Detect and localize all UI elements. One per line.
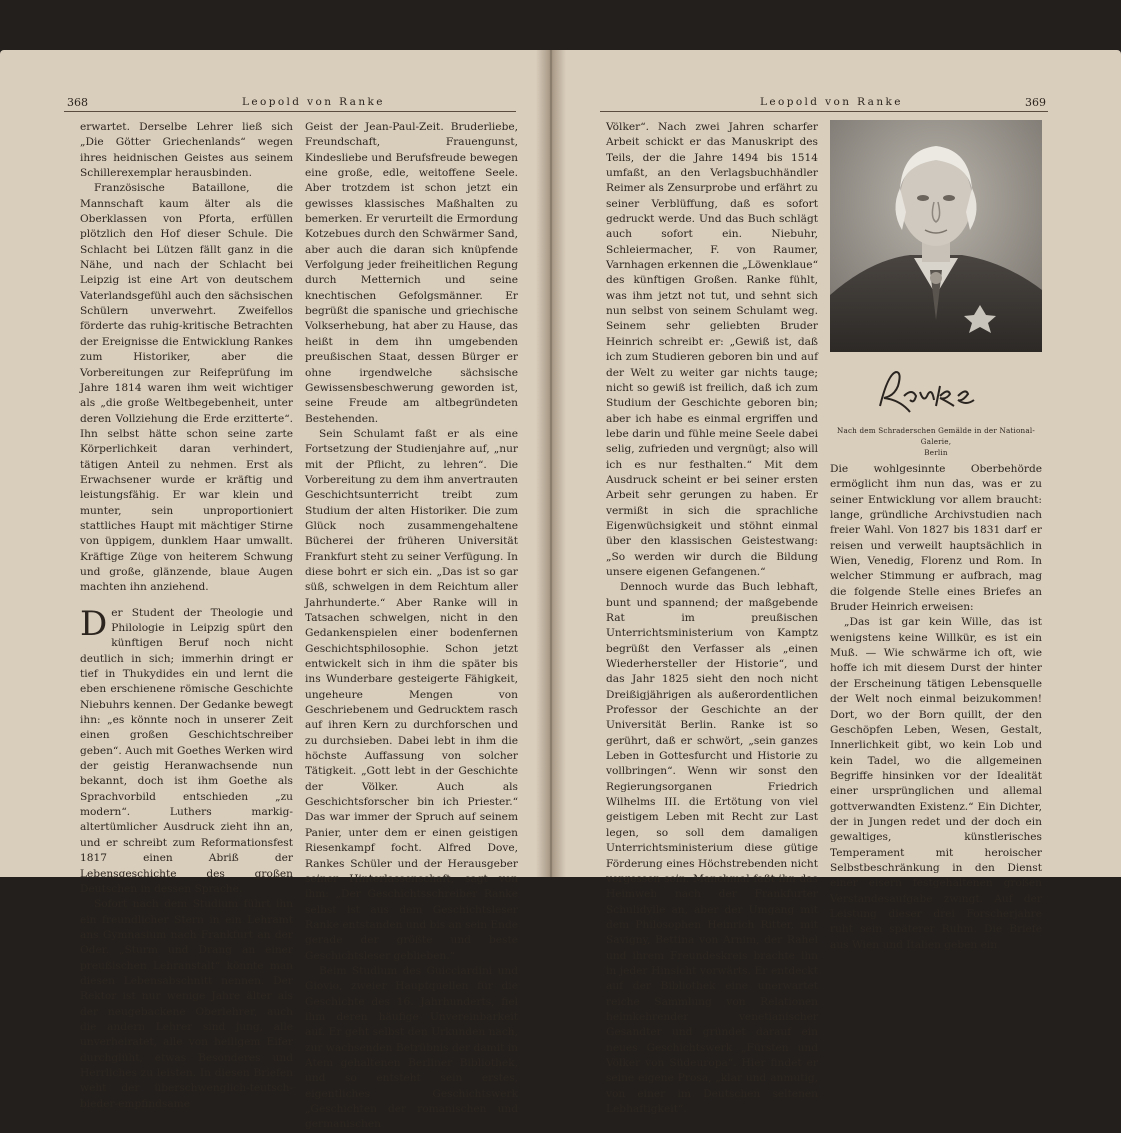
paragraph: Völker“. Nach zwei Jahren scharfer Arbeit schickt er das Manuskript des Teils, der die Jahre 1494 bis 1514 umfaßt, an den Verlagsbuchhändler Reimer als Zensurprobe und erfährt zu seiner Verblüffung, daß es sofort gedruckt werde. Und das Buch schlägt auch sofort ein. Niebuhr, Schleiermacher, F. von Raumer, Varnhagen erkennen die „Löwenklaue“ des künftigen Großen. Ranke fühlt, was ihm jetzt not tut, und sehnt sich nun selbst von seinem Schulamt weg. Seinem sehr geliebten Bruder Heinrich schreibt er: „Gewiß ist, daß ich zum Studieren geboren bin und auf der Welt zu weiter gar nichts tauge; nicht so gewiß ist freilich, daß ich zum Studium der Geschichte geboren bin; aber ich habe es einmal ergriffen und lebe darin und fühle meine Seele dabei selig, zufrieden und vergnügt; also will ich es nur festhalten.“ Mit dem Ausdruck scheint er bei seiner ersten Arbeit sehr gerungen zu haben. Er vermißt in sich die sprachliche Eigenwüchsigkeit und stöhnt einmal über den klassischen Geistestwang: „So werden wir durch die Bildung unsere eigenen Gefangenen.“ [606,121,818,578]
caption-line: Berlin [924,448,948,457]
book-gutter [536,50,566,877]
running-head-left: Leopold von Ranke [242,96,385,108]
paragraph: Die wohlgesinnte Oberbehörde ermöglicht ihm nun das, was er zu seiner Entwicklung vor allem braucht: lange, gründliche Archivstudien nach freier Wahl. Von 1827 bis 1831 darf er reisen und verweilt hauptsächlich in Wien, Venedig, Florenz und Rom. In welcher Stimmung er aufbrach, mag die folgende Stelle eines Briefes an Bruder Heinrich erweisen: [830,463,1042,614]
left-page-column-2 [305,120,519,1131]
right-page-column-1 [606,120,818,1115]
portrait-drawing [830,120,1042,352]
page-number-left: 368 [67,96,88,109]
caption-line: Nach dem Schraderschen Gemälde in der National-Galerie, [836,426,1036,446]
header-rule-right [600,111,1048,112]
paragraph: Dennoch wurde das Buch lebhaft, bunt und spannend; der maßgebende Rat im preußischen Unterrichtsministerium von Kamptz begrüßt den Verfasser als „einen Wiederhersteller der Historie“, und das Jahr 1825 sieht den noch nicht Dreißigjährigen als außerordentlichen Professor der Geschichte an der Universität Berlin. Ranke ist so gerührt, daß er schwört, „sein ganzes Leben in Gottesfurcht und Historie zu vollbringen“. Wenn wir sonst den Regierungsorganen Friedrich Wilhelms III. die Ertötung von viel geistigem Leben mit Recht zur Last legen, so soll dem damaligen Unterrichtsministerium diese gütige Förderung eines Höchstrebenden nicht vergessen sein. Manchmal faßt ihn das Heimweh nach der Frankfurter Schulidylle an, aber der Umgang mit dem Philosophen Heinrich Ritter, mit Savigny, Bettina von Arnim, der Rahel und ihrem Freundeskreis brachte ihn in jeder Hinsicht vorwärts. Er entdeckt auf der Bibliothek eine unerwartet reiche Sammlung von Relationen heimkehrender venetianischer Gesandter und gründet darauf ein neues Geschichtswerk „Fürsten und Völker von Südeuropa“. Hier findet er seine eigene Prosa, „klar und anmutig, von einer im Deutschen seltenen Lebhaftigkeit“. [606,581,818,1115]
paragraph: erwartet. Derselbe Lehrer ließ sich „Die Götter Griechenlands“ wegen ihres heidnischen Geistes aus seinem Schillerexemplar herausbinden. [80,121,293,180]
paragraph: Französische Bataillone, die Mannschaft kaum älter als die Oberklassen von Pforta, erfüllen plötzlich den Hof dieser Schule. Die Schlacht bei Lützen fällt ganz in die Nähe, und nach der Schlacht bei Leipzig ist eine Art von deutschem Vaterlandsgefühl auch den sächsischen Schülern unverwehrt. Zweifellos förderte das ruhig-kritische Betrachten der Ereignisse die Entwicklung Rankes zum Historiker, aber die Vorbereitungen zur Reifeprüfung im Jahre 1814 waren ihm weit wichtiger als „die große Weltbegebenheit, unter deren Vollziehung die Erde erzitterte“. Ihn selbst hätte schon seine zarte Körperlichkeit daran verhindert, tätigen Anteil zu nehmen. Erst als Erwachsener wurde er kräftig und leistungsfähig. Er war klein und munter, sein unproportioniert stattliches Haupt mit mächtiger Stirne von üppigem, dunklem Haar umwallt. Kräftige Züge von heiterem Schwung und große, glänzende, blaue Augen machten ihn anziehend. [80,182,293,594]
paragraph: „Das ist gar kein Wille, das ist wenigstens keine Willkür, es ist ein Muß. — Wie schwärme ich oft, wie hoffe ich mit diesem Durst der hinter der Erscheinung tätigen Lebensquelle der Welt noch einmal beizukommen! Dort, wo der Born quillt, der den Geschöpfen Leben, Wesen, Gestalt, Innerlichkeit gibt, wo kein Lob und kein Tadel, wo die allgemeinen Begriffe hinsinken vor der Idealität einer ursprünglichen und allemal gottverwandten Existenz.“ Ein Dichter, der in Jungen redet und der doch ein gewaltiges, künstlerisches Temperament mit heroischer Selbstbeschränkung in den Dienst einer eisern festgehaltenen großen Verstandesaufgabe zwingt. Auf der Leistung dieser drei Forscherjahre ruht sein späterer Ruhm. Die Briefe aus Wien und Italien geben ein [830,616,1042,951]
right-page-column-2 [830,462,1042,951]
running-head-right: Leopold von Ranke [760,96,903,108]
paragraph: Sofort nach dem Studium führt ihn ein freundlicher Stern in ein Lehramt ans Gymnasium nach Frankfurt an der Oder. „Sturm und Drang an einer preußischen Lehranstalt“ könnte man diesen Lebensabschnitt nennen. Der Rektor ist nur wenige Jahre älter als der neugebackene Oberlehrer, auch die andern Lehrer sind jung, alle unverheiratet, alle von heiligem Eifer durchglüht, etwas Besonderes und Herrliches zu leisten. In diesen Briefen weht der überschwenglich-teutsch-bieder-empfindsame [80,898,293,1110]
paragraph: Sein Schulamt faßt er als eine Fortsetzung der Studienjahre auf, „nur mit der Pflicht, zu lehren“. Die Vorbereitung zu dem ihm anvertrauten Geschichtsunterricht treibt zum Studium der alten Historiker. Die zum Glück noch zusammengehaltene Bücherei der früheren Universität Frankfurt steht zu seiner Verfügung. In diese bohrt er sich ein. „Das ist so gar süß, schwelgen in dem Reichtum aller Jahrhunderte.“ Aber Ranke will in Tatsachen schwelgen, nicht in den Gedankenspielen einer bodenfernen Geschichtsphilosophie. Schon jetzt entwickelt sich in ihm die später bis ins Wunderbare gesteigerte Fähigkeit, ungeheure Mengen von Geschriebenem und Gedrucktem rasch auf ihren Kern zu durchforschen und zu durchsieben. Dabei lebt in ihm die höchste Auffassung von solcher Tätigkeit. „Gott lebt in der Geschichte der Völker. Auch als Geschichtsforscher bin ich Priester.“ Das war immer der Spruch auf seinem Panier, unter dem er einen geistigen Riesenkampf focht. Alfred Dove, Rankes Schüler und der Herausgeber seiner Hinterlassenschaft, sagt von ihm: „Der Geschichtsschreiber Ranke selbst ist aus dem Geschichtsleser Ranke entstanden und bis an sein Ende gerade der größte und beste Geschichtsleser geblieben.“ [305,427,519,962]
ranke-portrait-image [830,120,1042,352]
paragraph: er Student der Theologie und Philologie in Leipzig spürt den künftigen Beruf noch nicht deutlich in sich; immerhin dringt er tief in Thukydides ein und lernt die eben erschienene römische Geschichte Niebuhrs kennen. Der Gedanke bewegt ihn: „es könnte noch in unserer Zeit einen großen Geschichtschreiber geben“. Auch mit Goethes Werken wird der geistig Heranwachsende nun bekannt, doch ist ihm Goethe als Sprachvorbild entschieden „zu modern“. Luthers markig-altertümlicher Ausdruck zieht ihn an, und er schreibt zum Reformationsfest 1817 einen Abriß der Lebensgeschichte des großen Deutschen in dessen Sprache. [80,606,293,895]
paragraph: Geist der Jean-Paul-Zeit. Bruderliebe, Freundschaft, Frauengunst, Kindesliebe und Berufsfreude bewegen eine große, edle, weitoffene Seele. Aber trotzdem ist schon jetzt ein gewisses klassisches Maßhalten zu bemerken. Er verurteilt die Ermordung Kotzebues durch den Schwärmer Sand, aber auch die daran sich knüpfende Verfolgung jeder freiheitlichen Regung durch Metternich und seine knechtischen Gefolgsmänner. Er begrüßt die spanische und griechische Volkserhebung, hat aber zu Hause, das heißt in dem ihn umgebenden preußischen Staat, dessen Bürger er ohne irgendwelche sächsische Gewissensbeschwerung geworden ist, seine Freude am altbegründeten Bestehenden. [305,121,518,425]
page-number-right: 369 [1025,96,1046,109]
drop-cap: D [80,603,108,644]
header-rule-left [64,111,516,112]
left-page-column-1 [80,120,293,1110]
paragraph: Beim Studium des Guicciardini und Giovio, zweier Hauptquellen für die Geschichte des 16. Jahrhunderts, fiel ihm deren häufige Unvereinbarkeit auf. Er geht selbst den Urkunden nach, zur wachsenden Betrübnis der damit in Atem gehaltenen Berliner Bibliothek, und so entsteht sein erstes, eigentliches Geschichtswerk „Geschichten der romanischen und germanischen [305,964,518,1131]
ranke-signature [870,366,1010,418]
portrait-caption [830,425,1042,458]
